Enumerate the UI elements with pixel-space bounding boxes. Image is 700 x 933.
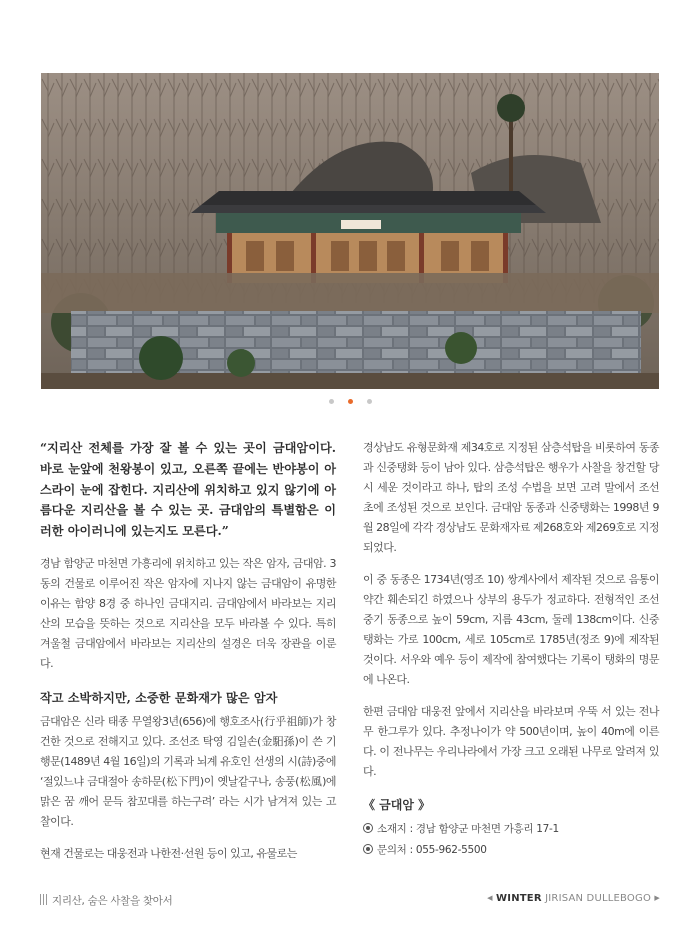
info-title: 《 금대암 》 <box>363 798 431 812</box>
footer-magazine-name <box>487 893 660 904</box>
contact-line <box>363 840 659 861</box>
section-heading: 작고 소박하지만, 소중한 문화재가 많은 암자 <box>40 690 278 705</box>
bullet-icon <box>363 844 373 854</box>
pull-quote: “지리산 전체를 가장 잘 볼 수 있는 곳이 금대암이다. 바로 눈앞에 천왕봉이 있고, 오른쪽 끝에는 반야봉이 아스라이 눈에 잡힌다. 지리산에 위치하고 있지 않기에 아름다운 지리산을 볼 수 있는 곳. 금대암의 특별함은 이러한 아이러니에 있는지도 모른다.” <box>40 441 336 539</box>
carousel-indicator <box>0 399 700 409</box>
paragraph: 한편 금대암 대웅전 앞에서 지리산을 바라보며 우뚝 서 있는 전나무 한그루가 있다. 추정나이가 약 500년이며, 높이 40m에 이른다. 이 전나무는 우리나라에서 가장 크고 오래된 나무로 알려져 있다. <box>363 705 659 778</box>
paragraph: 경상남도 유형문화재 제34호로 지정된 삼층석탑을 비롯하여 동종과 신중탱화 등이 남아 있다. 삼층석탑은 행우가 사찰을 창건할 당시 세운 것이라고 하나, 탑의 조성 수법을 보면 고려 말에서 조선 초에 조성된 것으로 보인다. 금대암 동종과 신중탱화는 1998년 9월 28일에 각각 경상남도 문화재자료 제268호와 제269호로 지정되었다. <box>363 441 659 554</box>
left-column <box>40 438 336 876</box>
contact-text: 문의처 : 055-962-5500 <box>377 844 487 856</box>
footer-left-text: 지리산, 숨은 사찰을 찾아서 <box>52 895 173 907</box>
temple-photo-icon <box>41 73 659 389</box>
bar-icon <box>40 894 47 905</box>
paragraph: 이 중 동종은 1734년(영조 10) 쌍계사에서 제작된 것으로 음통이 약간 훼손되긴 하였으나 상부의 용두가 정교하다. 전형적인 조선 중기 동종으로 높이 59cm, 지름 43cm, 둘레 138cm이다. 신중탱화는 가로 100cm, 세로 105cm로 1785년(정조 9)에 제작된 것이다. 서우와 예우 등이 제작에 참여했다는 기록이 탱화의 명문에 나온다. <box>363 573 659 686</box>
right-column <box>363 438 659 861</box>
footer-magazine-title: JIRISAN DULLEBOGO <box>545 893 652 904</box>
address-line <box>363 819 659 840</box>
address-text: 소재지 : 경남 함양군 마천면 가흥리 17-1 <box>377 823 559 835</box>
paragraph: 금대암은 신라 태종 무열왕3년(656)에 행호조사(行乎祖師)가 창건한 것으로 전해지고 있다. 조선조 탁영 김일손(金馹孫)이 쓴 기행문(1489년 4월 16일)의 기록과 뇌계 유호인 선생의 시(詩)중에 ‘절있느냐 금대절아 송하문(松下門)이 옛날같구나, 송풍(松風)에 맑은 꿈 깨어 문득 참꼬대를 하는구려’ 라는 시가 남겨져 있는 고찰이다. <box>40 714 336 828</box>
carousel-dot[interactable] <box>367 399 372 404</box>
carousel-dot-active[interactable] <box>348 399 353 404</box>
footer-season: WINTER <box>496 893 542 904</box>
right-triangle-icon: ▶ <box>654 894 660 902</box>
paragraph: 경남 함양군 마천면 가흥리에 위치하고 있는 작은 암자, 금대암. 3동의 건물로 이루어진 작은 암자에 지나지 않는 금대암이 유명한 이유는 함양 8경 중 하나인 금대지리. 금대암에서 바라보는 지리산의 모습을 뜻하는 것으로 지리산을 모두 바라볼 수 있다. 특히 겨울철 금대암에서 바라보는 지리산의 설경은 더욱 장관을 이룬다. <box>40 556 336 670</box>
temple-photo <box>41 73 659 389</box>
carousel-dot[interactable] <box>329 399 334 404</box>
paragraph: 현재 건물로는 대웅전과 나한전·선원 등이 있고, 유물로는 <box>40 846 297 860</box>
bullet-icon <box>363 823 373 833</box>
left-triangle-icon: ◀ <box>487 894 493 902</box>
footer-section-title <box>40 893 172 908</box>
